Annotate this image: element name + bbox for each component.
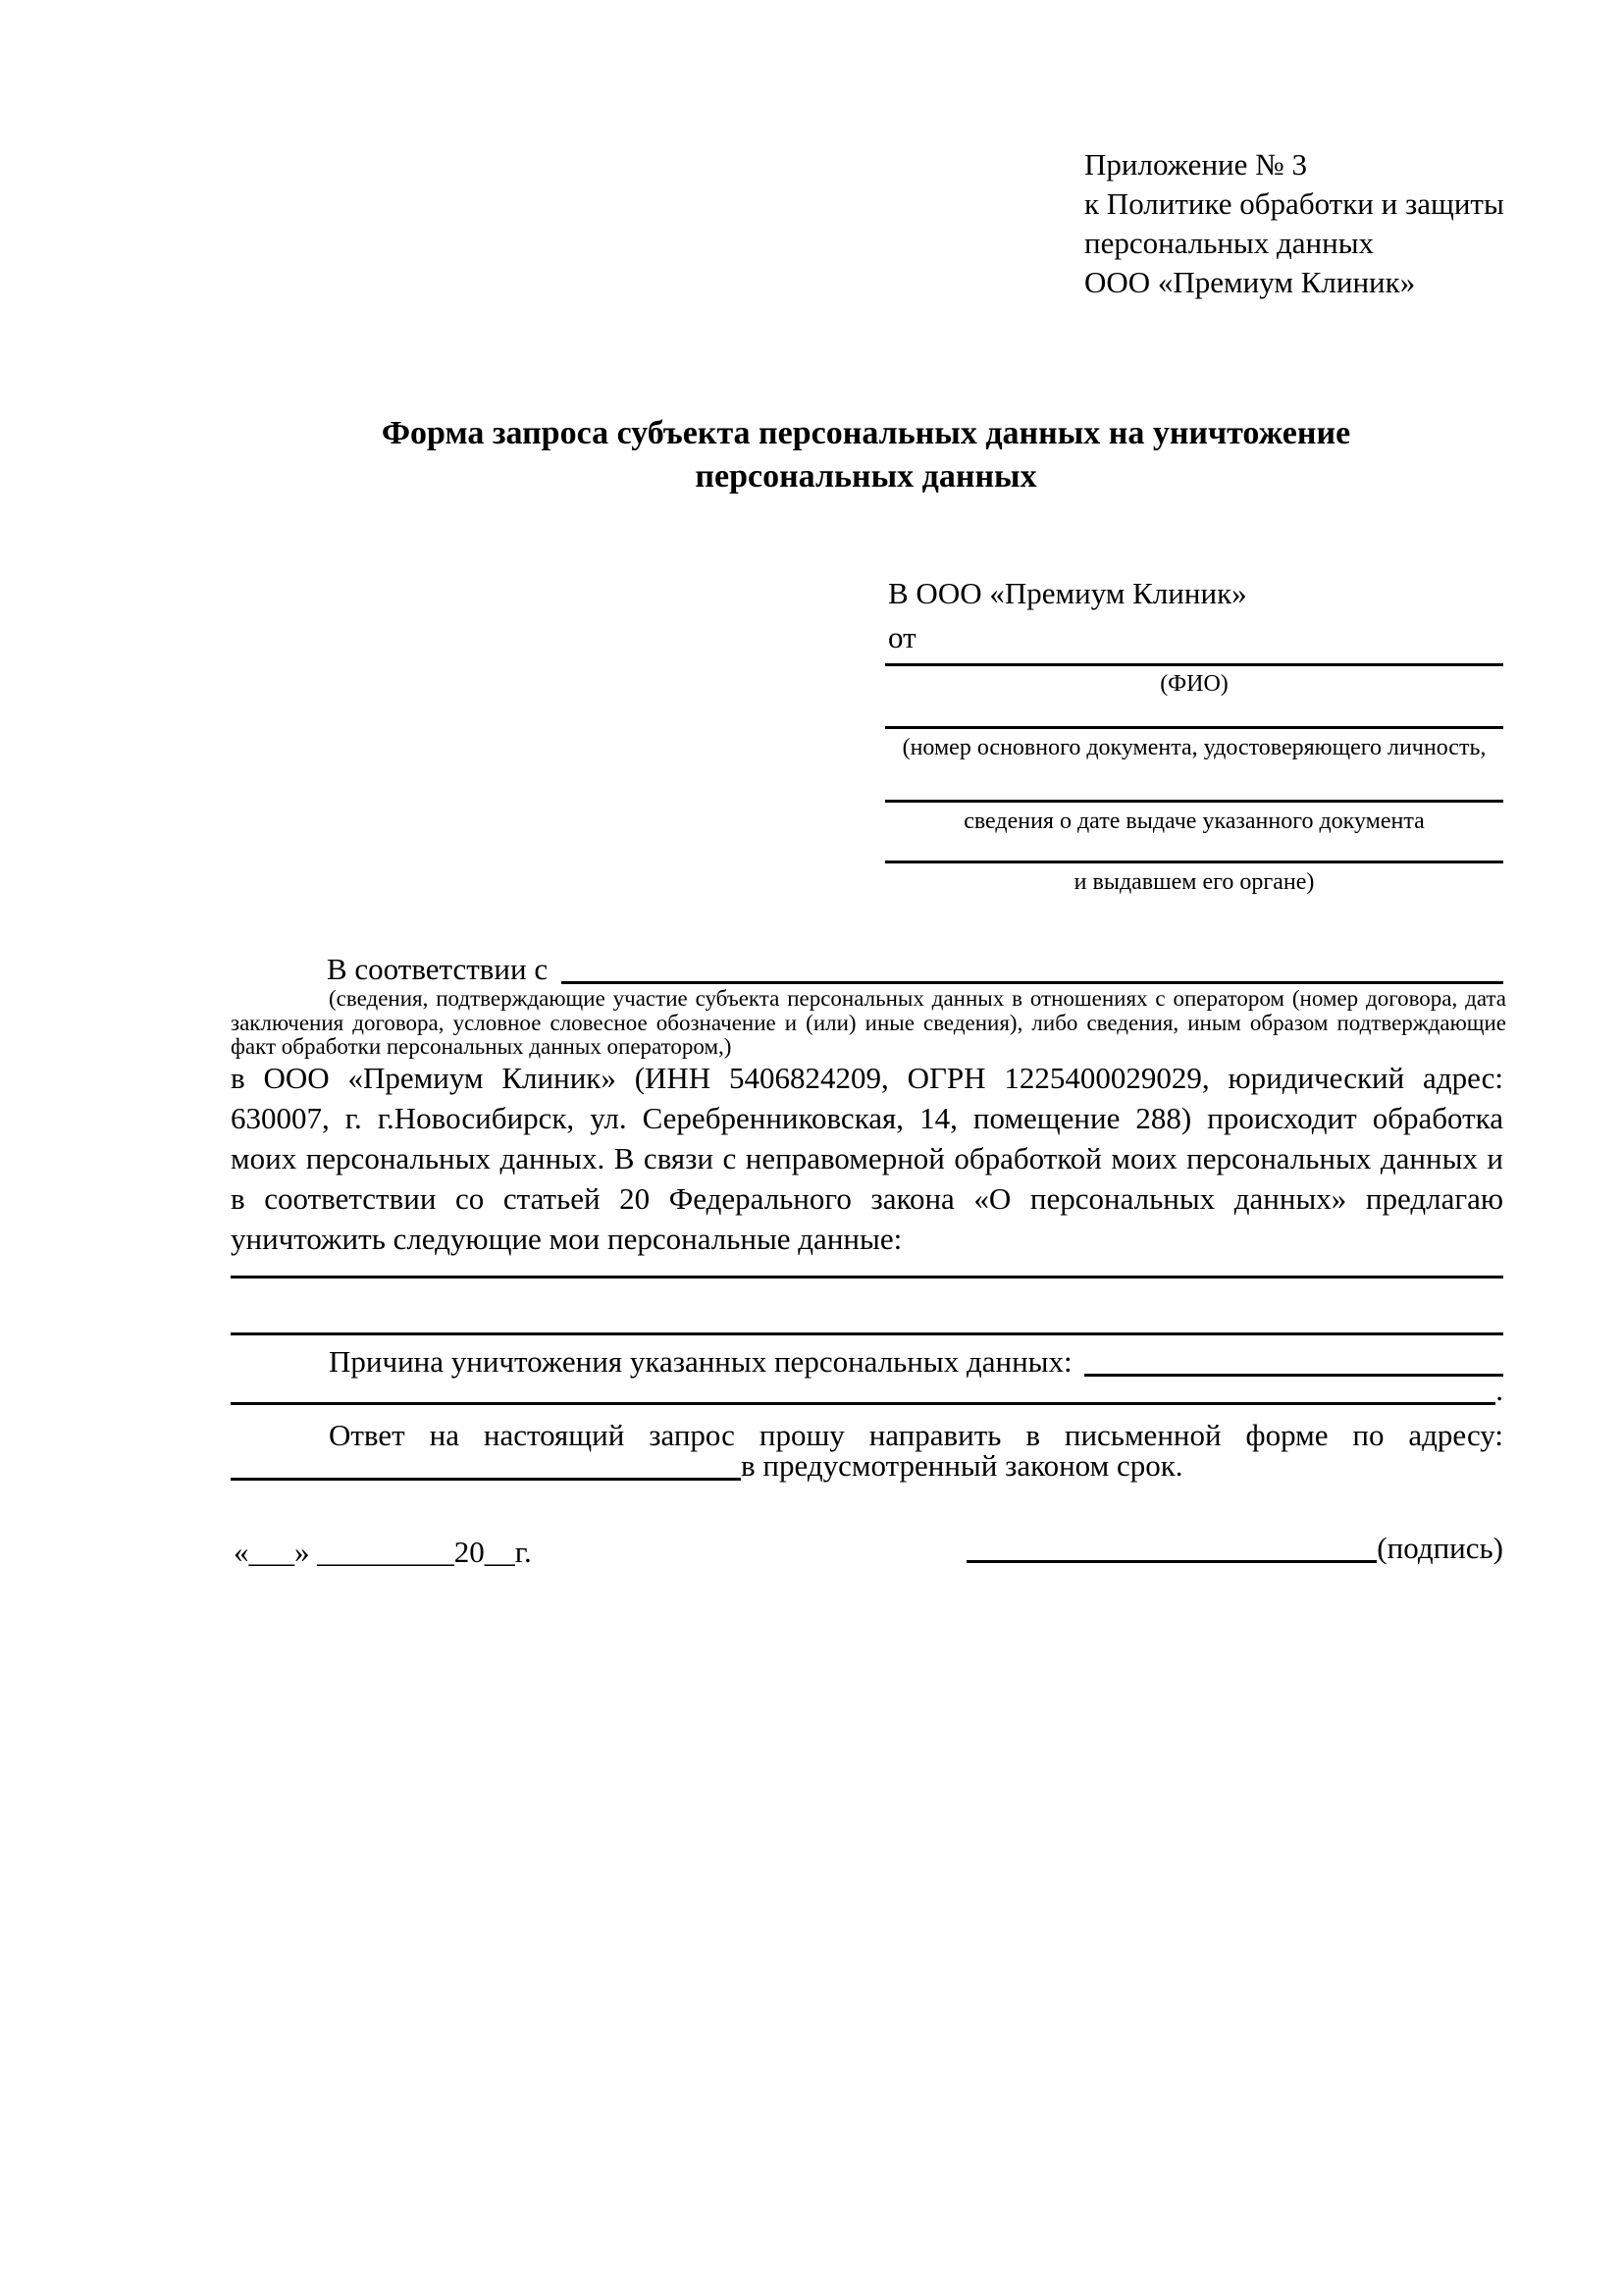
accordance-row (231, 950, 1503, 989)
id-document-caption: (номер основного документа, удостоверяющего личность, (902, 735, 1487, 760)
date-template[interactable]: «___» _________20__г. (234, 1535, 532, 1569)
document-title-line-2: персональных данных (695, 458, 1037, 495)
response-request-text: Ответ на настоящий запрос прошу направить в письменной форме по адресу: (329, 1418, 1503, 1452)
id-document-blank-line[interactable] (885, 726, 1503, 729)
fio-caption: (ФИО) (1160, 671, 1229, 697)
main-paragraph: в ООО «Премиум Клиник» (ИНН 5406824209, ОГРН 1225400029029, юридический адрес: 630007, г. г.Новосибирск, ул. Серебренниковская, 14, помещение 288) происходит обработка моих персональных данных. В связи с неправомерной обработкой моих персональных данных и в соответствии со статьей 20 Федерального закона «О персональных данных» предлагаю уничтожить следующие мои персональные данные: (231, 1061, 1503, 1256)
personal-data-blank-line-2[interactable] (231, 1332, 1503, 1335)
appendix-header-line: персональных данных (1084, 226, 1375, 260)
accordance-gap (548, 950, 561, 989)
signature-caption: (подпись) (1377, 1531, 1503, 1565)
appendix-header-line: ООО «Премиум Клиник» (1084, 265, 1416, 299)
accordance-prefix: В соответствии с (327, 952, 549, 986)
issue-date-blank-line[interactable] (885, 800, 1503, 803)
document-title-line-1: Форма запроса субъекта персональных данных на уничтожение (381, 415, 1351, 451)
reason-line-period: . (1495, 1373, 1503, 1407)
appendix-header-line: Приложение № 3 (1084, 147, 1307, 182)
address-blank-line[interactable] (231, 1446, 741, 1481)
addressee-org: В ООО «Премиум Клиник» (888, 576, 1247, 610)
issue-date-caption: сведения о дате выдаче указанного документа (964, 809, 1425, 834)
issuing-authority-blank-line[interactable] (885, 861, 1503, 863)
issuing-authority-caption: и выдавшем его органе) (1073, 869, 1315, 895)
accordance-blank-line[interactable] (561, 950, 1503, 984)
reason-label: Причина уничтожения указанных персональных данных: (329, 1344, 1073, 1379)
appendix-header-line: к Политике обработки и защиты (1084, 186, 1504, 221)
reason-continuation-row (231, 1371, 1503, 1410)
reason-continuation-blank-line[interactable] (231, 1371, 1495, 1405)
personal-data-blank-line-1[interactable] (231, 1276, 1503, 1278)
fio-blank-line[interactable] (885, 663, 1503, 666)
signature-row (967, 1529, 1503, 1568)
signature-blank-line[interactable] (967, 1529, 1377, 1563)
response-deadline-text: в предусмотренный законом срок. (741, 1448, 1183, 1483)
appendix-header (1084, 145, 1504, 302)
accordance-note: (сведения, подтверждающие участие субъекта персональных данных в отношениях с оператором (номер договора, дата заключения договора, условное словесное обозначение и (или) иные сведения), либо сведения, иным образом подтверждающие факт обработки персональных данных оператором,) (231, 986, 1506, 1059)
addressee-from-label: от (888, 620, 916, 654)
response-address-row (231, 1446, 1503, 1486)
